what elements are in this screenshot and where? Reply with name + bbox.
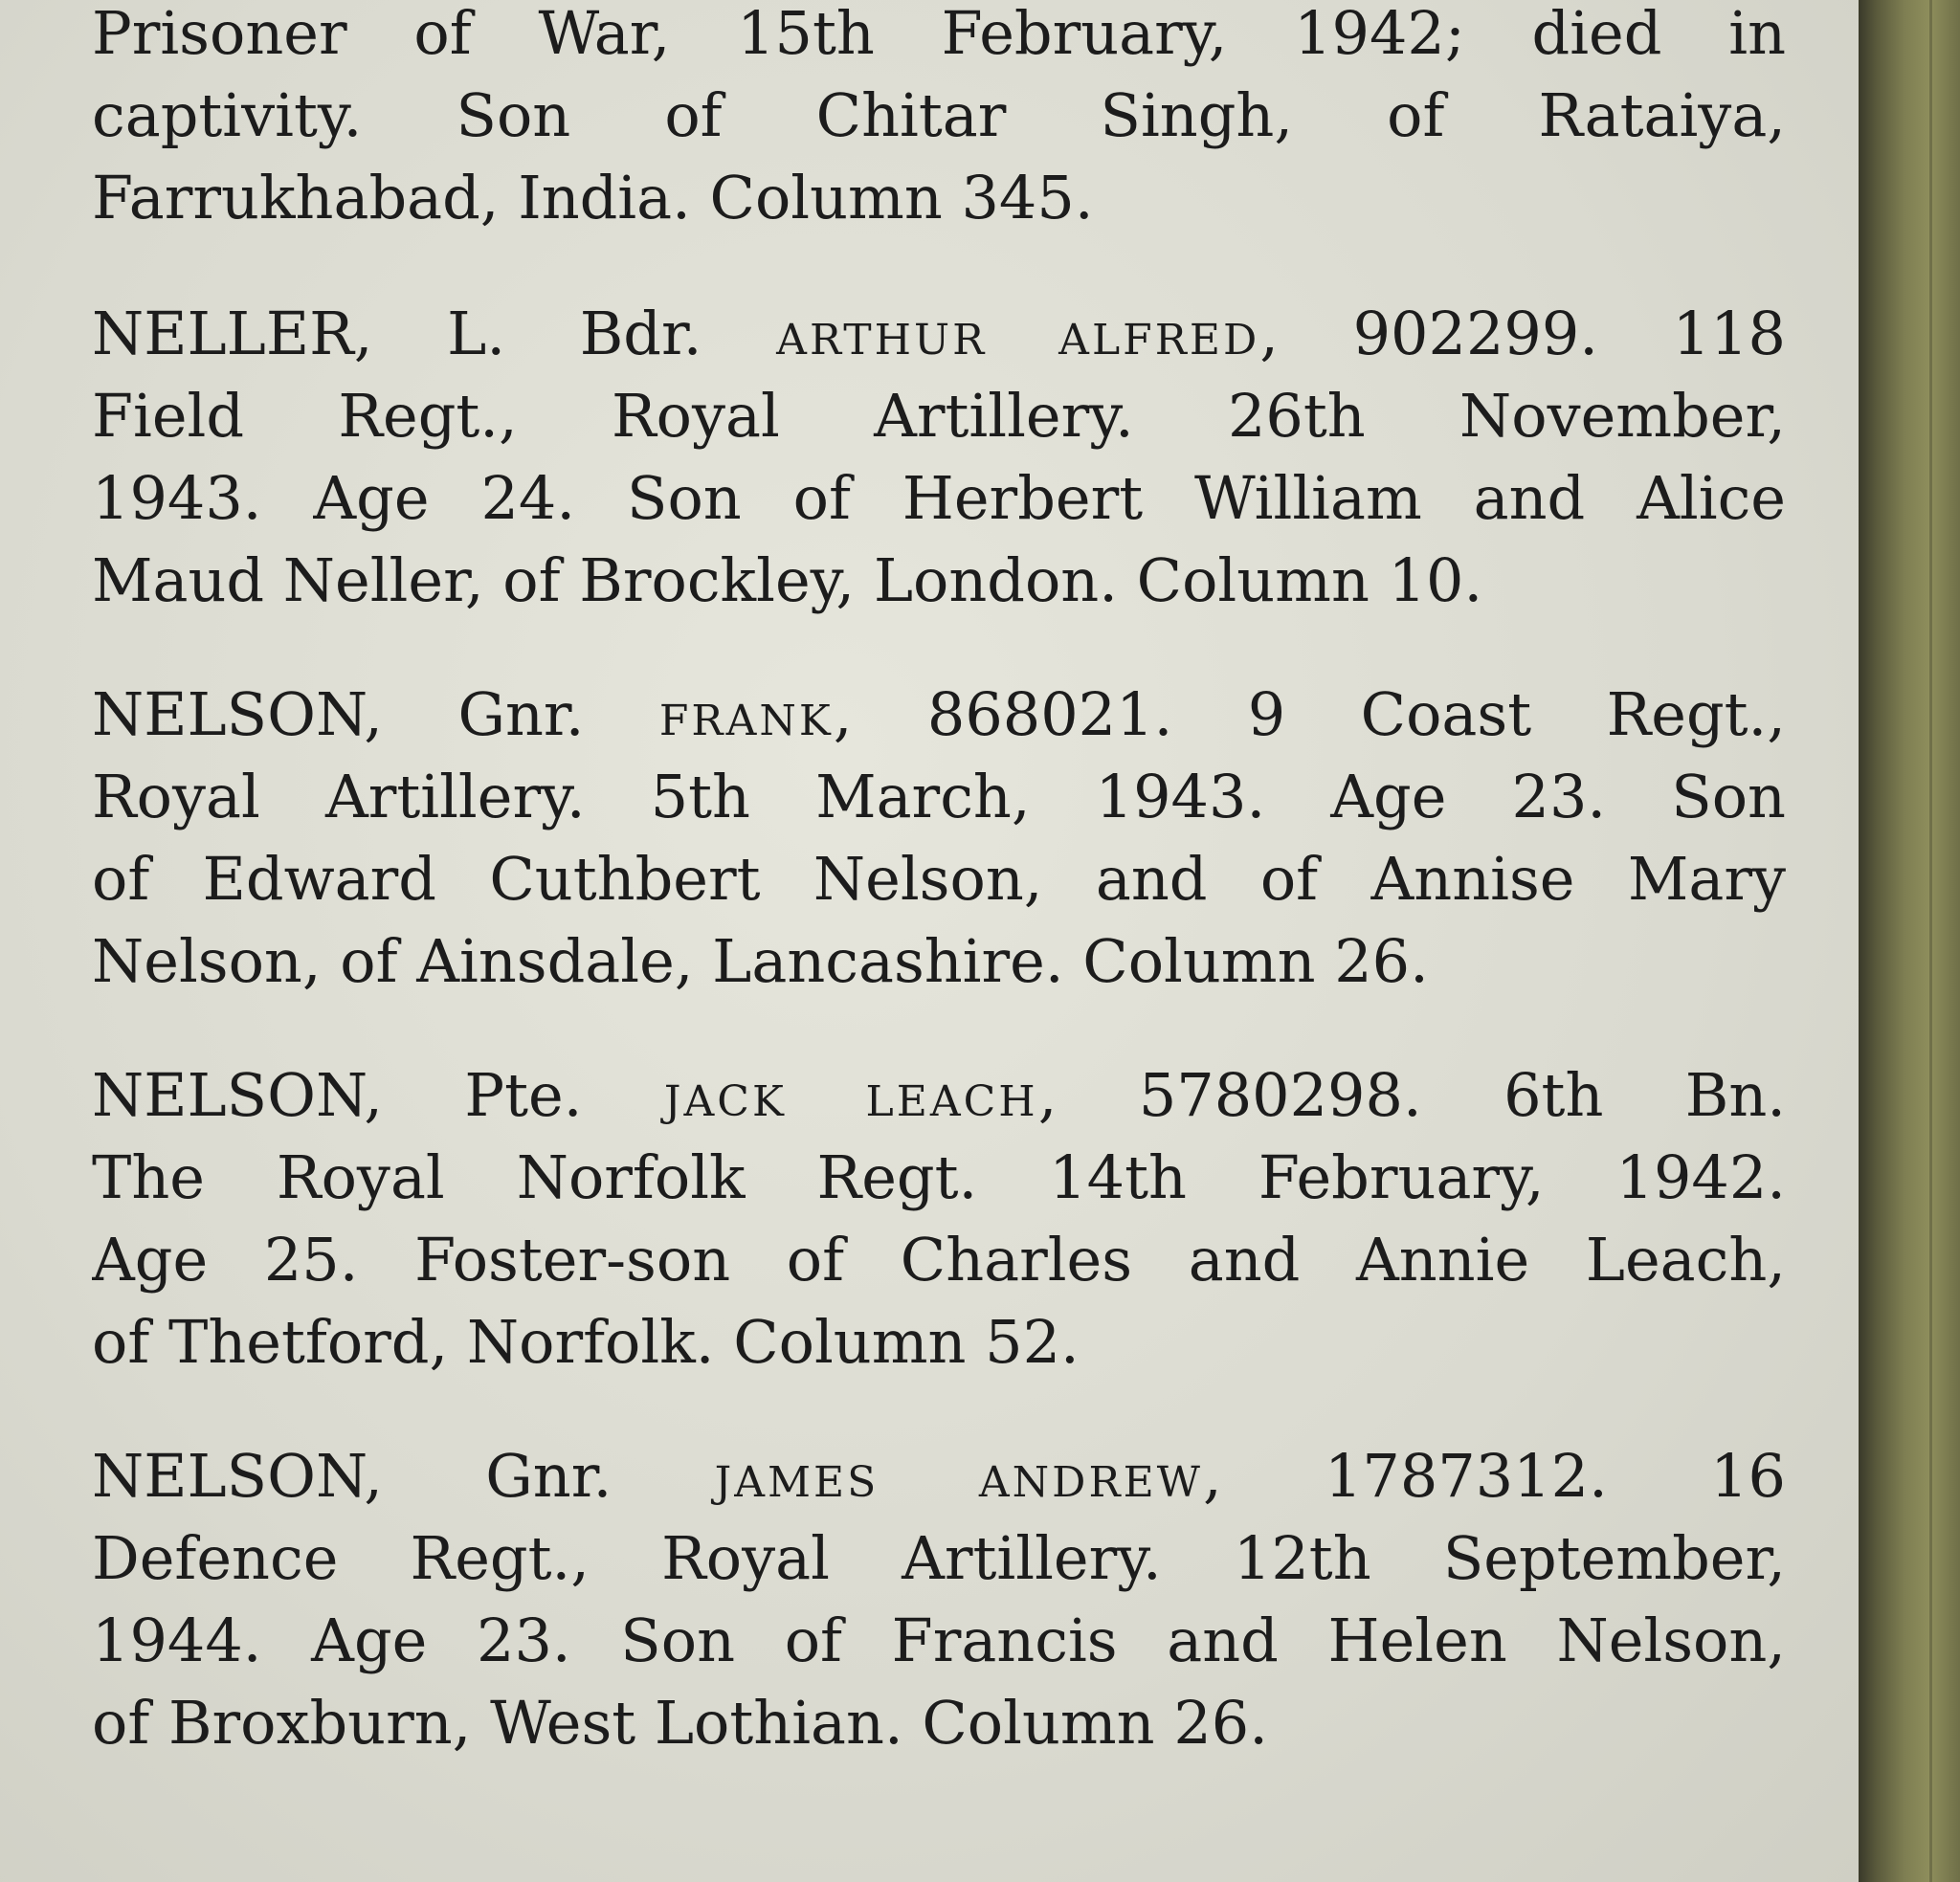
entry-line: The Royal Norfolk Regt. 14th February, 1942. — [92, 1142, 1786, 1212]
entry-nelson-jack-leach — [92, 1054, 1786, 1384]
entry-line: Royal Artillery. 5th March, 1943. Age 23. Son — [92, 762, 1786, 831]
gutter-shadow — [1929, 0, 1932, 1882]
entry-line: captivity. Son of Chitar Singh, of Rataiya, — [92, 80, 1786, 150]
entry-details: , 902299. 118 — [1259, 299, 1786, 368]
entry-forenames: JAMES ANDREW — [714, 1458, 1203, 1507]
entry-line: Farrukhabad, India. Column 345. — [92, 163, 1094, 232]
entry-line: Field Regt., Royal Artillery. 26th November, — [92, 381, 1786, 451]
memorial-entries — [92, 0, 1786, 1816]
entry-details: , 1787312. 16 — [1202, 1441, 1786, 1511]
entry-line: of Broxburn, West Lothian. Column 26. — [92, 1688, 1268, 1758]
entry-line: Age 25. Foster-son of Charles and Annie Leach, — [92, 1225, 1786, 1295]
entry-heading-line — [92, 674, 1786, 756]
entry-details: , 868021. 9 Coast Regt., — [833, 679, 1786, 749]
entry-line: of Thetford, Norfolk. Column 52. — [92, 1307, 1080, 1377]
entry-line: Nelson, of Ainsdale, Lancashire. Column 26. — [92, 926, 1429, 996]
entry-nelson-frank — [92, 674, 1786, 1003]
entry-heading-line — [92, 293, 1786, 375]
entry-line: Maud Neller, of Brockley, London. Column 10. — [92, 545, 1483, 615]
entry-line: Prisoner of War, 15th February, 1942; died in — [92, 0, 1786, 68]
entry-line: Defence Regt., Royal Artillery. 12th September, — [92, 1523, 1786, 1593]
entry-heading-line — [92, 1435, 1786, 1517]
entry-neller-arthur-alfred — [92, 293, 1786, 622]
entry-line: 1944. Age 23. Son of Francis and Helen Nelson, — [92, 1605, 1786, 1675]
book-gutter — [1859, 0, 1960, 1882]
entry-surname: NELLER, L. Bdr. — [92, 299, 702, 368]
entry-line: of Edward Cuthbert Nelson, and of Annise Mary — [92, 844, 1786, 914]
entry-details: , 5780298. 6th Bn. — [1037, 1060, 1786, 1130]
entry-heading-line — [92, 1054, 1786, 1137]
entry-surname: NELSON, Gnr. — [92, 1441, 612, 1511]
entry-surname: NELSON, Pte. — [92, 1060, 583, 1130]
entry-line: 1943. Age 24. Son of Herbert William and Alice — [92, 463, 1786, 533]
entry-forenames: ARTHUR ALFRED — [776, 316, 1260, 365]
entry-forenames: JACK LEACH — [663, 1077, 1038, 1126]
entry-forenames: FRANK — [658, 697, 834, 745]
entry-surname: NELSON, Gnr. — [92, 679, 585, 749]
entry-continued — [92, 0, 1786, 239]
entry-nelson-james-andrew — [92, 1435, 1786, 1764]
